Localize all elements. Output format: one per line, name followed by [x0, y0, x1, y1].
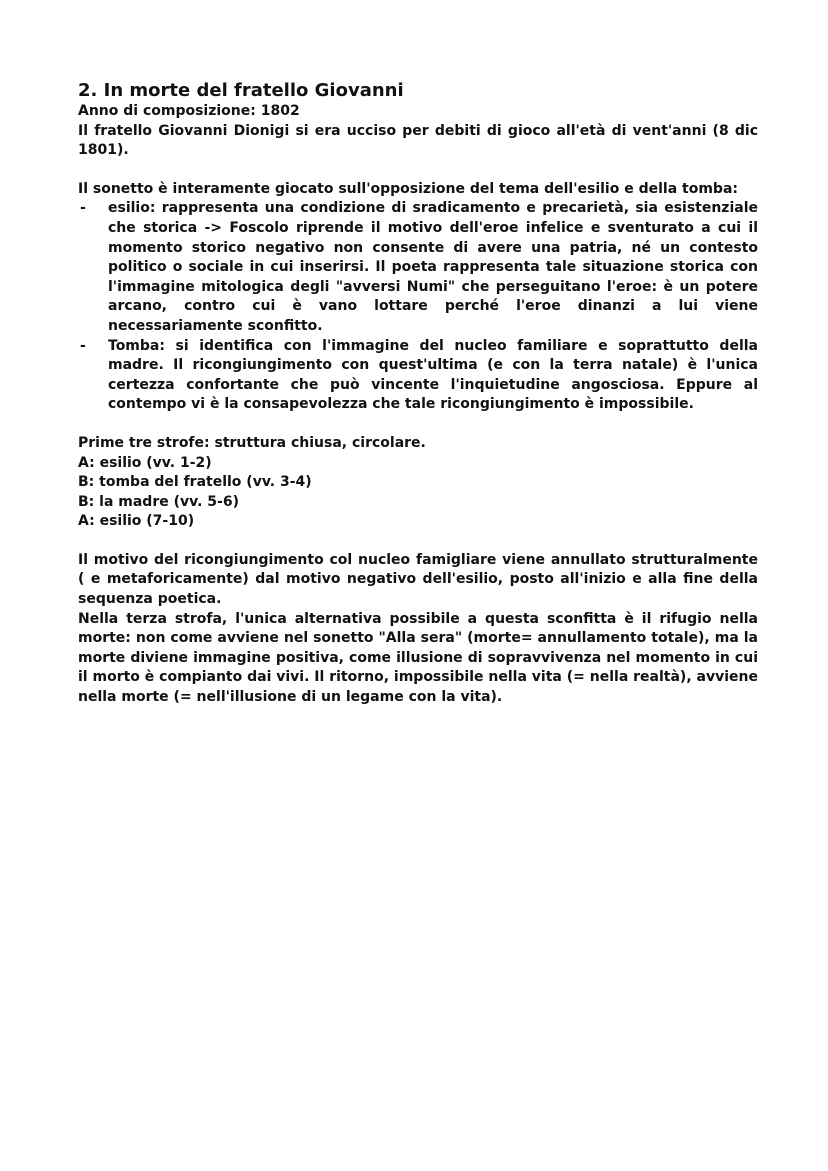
- paragraph-third-strophe: Nella terza strofa, l'unica alternativa possibile a questa sconfitta è il rifugio nella morte: non come avviene nel sonetto "Alla sera" (morte= annullamento totale), ma la morte diviene immagine positiva, come illusione di sopravvivenza nel momento in cui il morto è compianto dai vivi. Il ritorno, impossibile nella vita (= nella realtà), avviene nella morte (= nell'illusione di un legame con la vita).: [78, 610, 758, 706]
- theme-text: Tomba: si identifica con l'immagine del nucleo familiare e soprattutto della madre. Il ricongiungimento con quest'ultima (e con la terra natale) è l'unica certezza confortante che può vincente l'inquietudine angosciosa. Eppure al contempo vi è la consapevolezza che tale ricongiungimento è impossibile.: [108, 337, 758, 413]
- scheme-line: B: tomba del fratello (vv. 3-4): [78, 474, 312, 491]
- intro-paragraph: Il fratello Giovanni Dionigi si era ucciso per debiti di gioco all'età di vent'anni (8 dic 1801).: [78, 122, 758, 159]
- bullet-dash: -: [80, 200, 86, 217]
- sonnet-intro: Il sonetto è interamente giocato sull'opposizione del tema dell'esilio e della tomba:: [78, 180, 738, 197]
- theme-item-tomba: [78, 337, 758, 415]
- scheme-line: A: esilio (vv. 1-2): [78, 454, 212, 471]
- scheme-line: A: esilio (7-10): [78, 513, 195, 530]
- theme-list: [78, 199, 758, 415]
- paragraph-structure: Il motivo del ricongiungimento col nucleo famigliare viene annullato strutturalmente ( e metaforicamente) dal motivo negativo dell'esilio, posto all'inizio e alla fine della sequenza poetica.: [78, 551, 758, 608]
- spacer: [78, 161, 758, 180]
- spacer: [78, 415, 758, 434]
- document-page: [78, 80, 758, 708]
- composition-year: Anno di composizione: 1802: [78, 103, 300, 119]
- bullet-dash: -: [80, 337, 86, 354]
- spacer: [78, 532, 758, 551]
- theme-item-esilio: [78, 199, 758, 336]
- structure-heading: Prime tre strofe: struttura chiusa, circolare.: [78, 434, 426, 451]
- theme-text: esilio: rappresenta una condizione di sradicamento e precarietà, sia esistenziale che storica -> Foscolo riprende il motivo dell'eroe infelice e sventurato a cui il momento storico negativo non consente di avere una patria, né un contesto politico o sociale in cui inserirsi. Il poeta rappresenta tale situazione storica con l'immagine mitologica degli "avversi Numi" che perseguitano l'eroe: è un potere arcano, contro cui è vano lottare perché l'eroe dinanzi a lui viene necessariamente sconfitto.: [108, 200, 758, 334]
- document-title: 2. In morte del fratello Giovanni: [78, 80, 404, 101]
- scheme-line: B: la madre (vv. 5-6): [78, 493, 239, 510]
